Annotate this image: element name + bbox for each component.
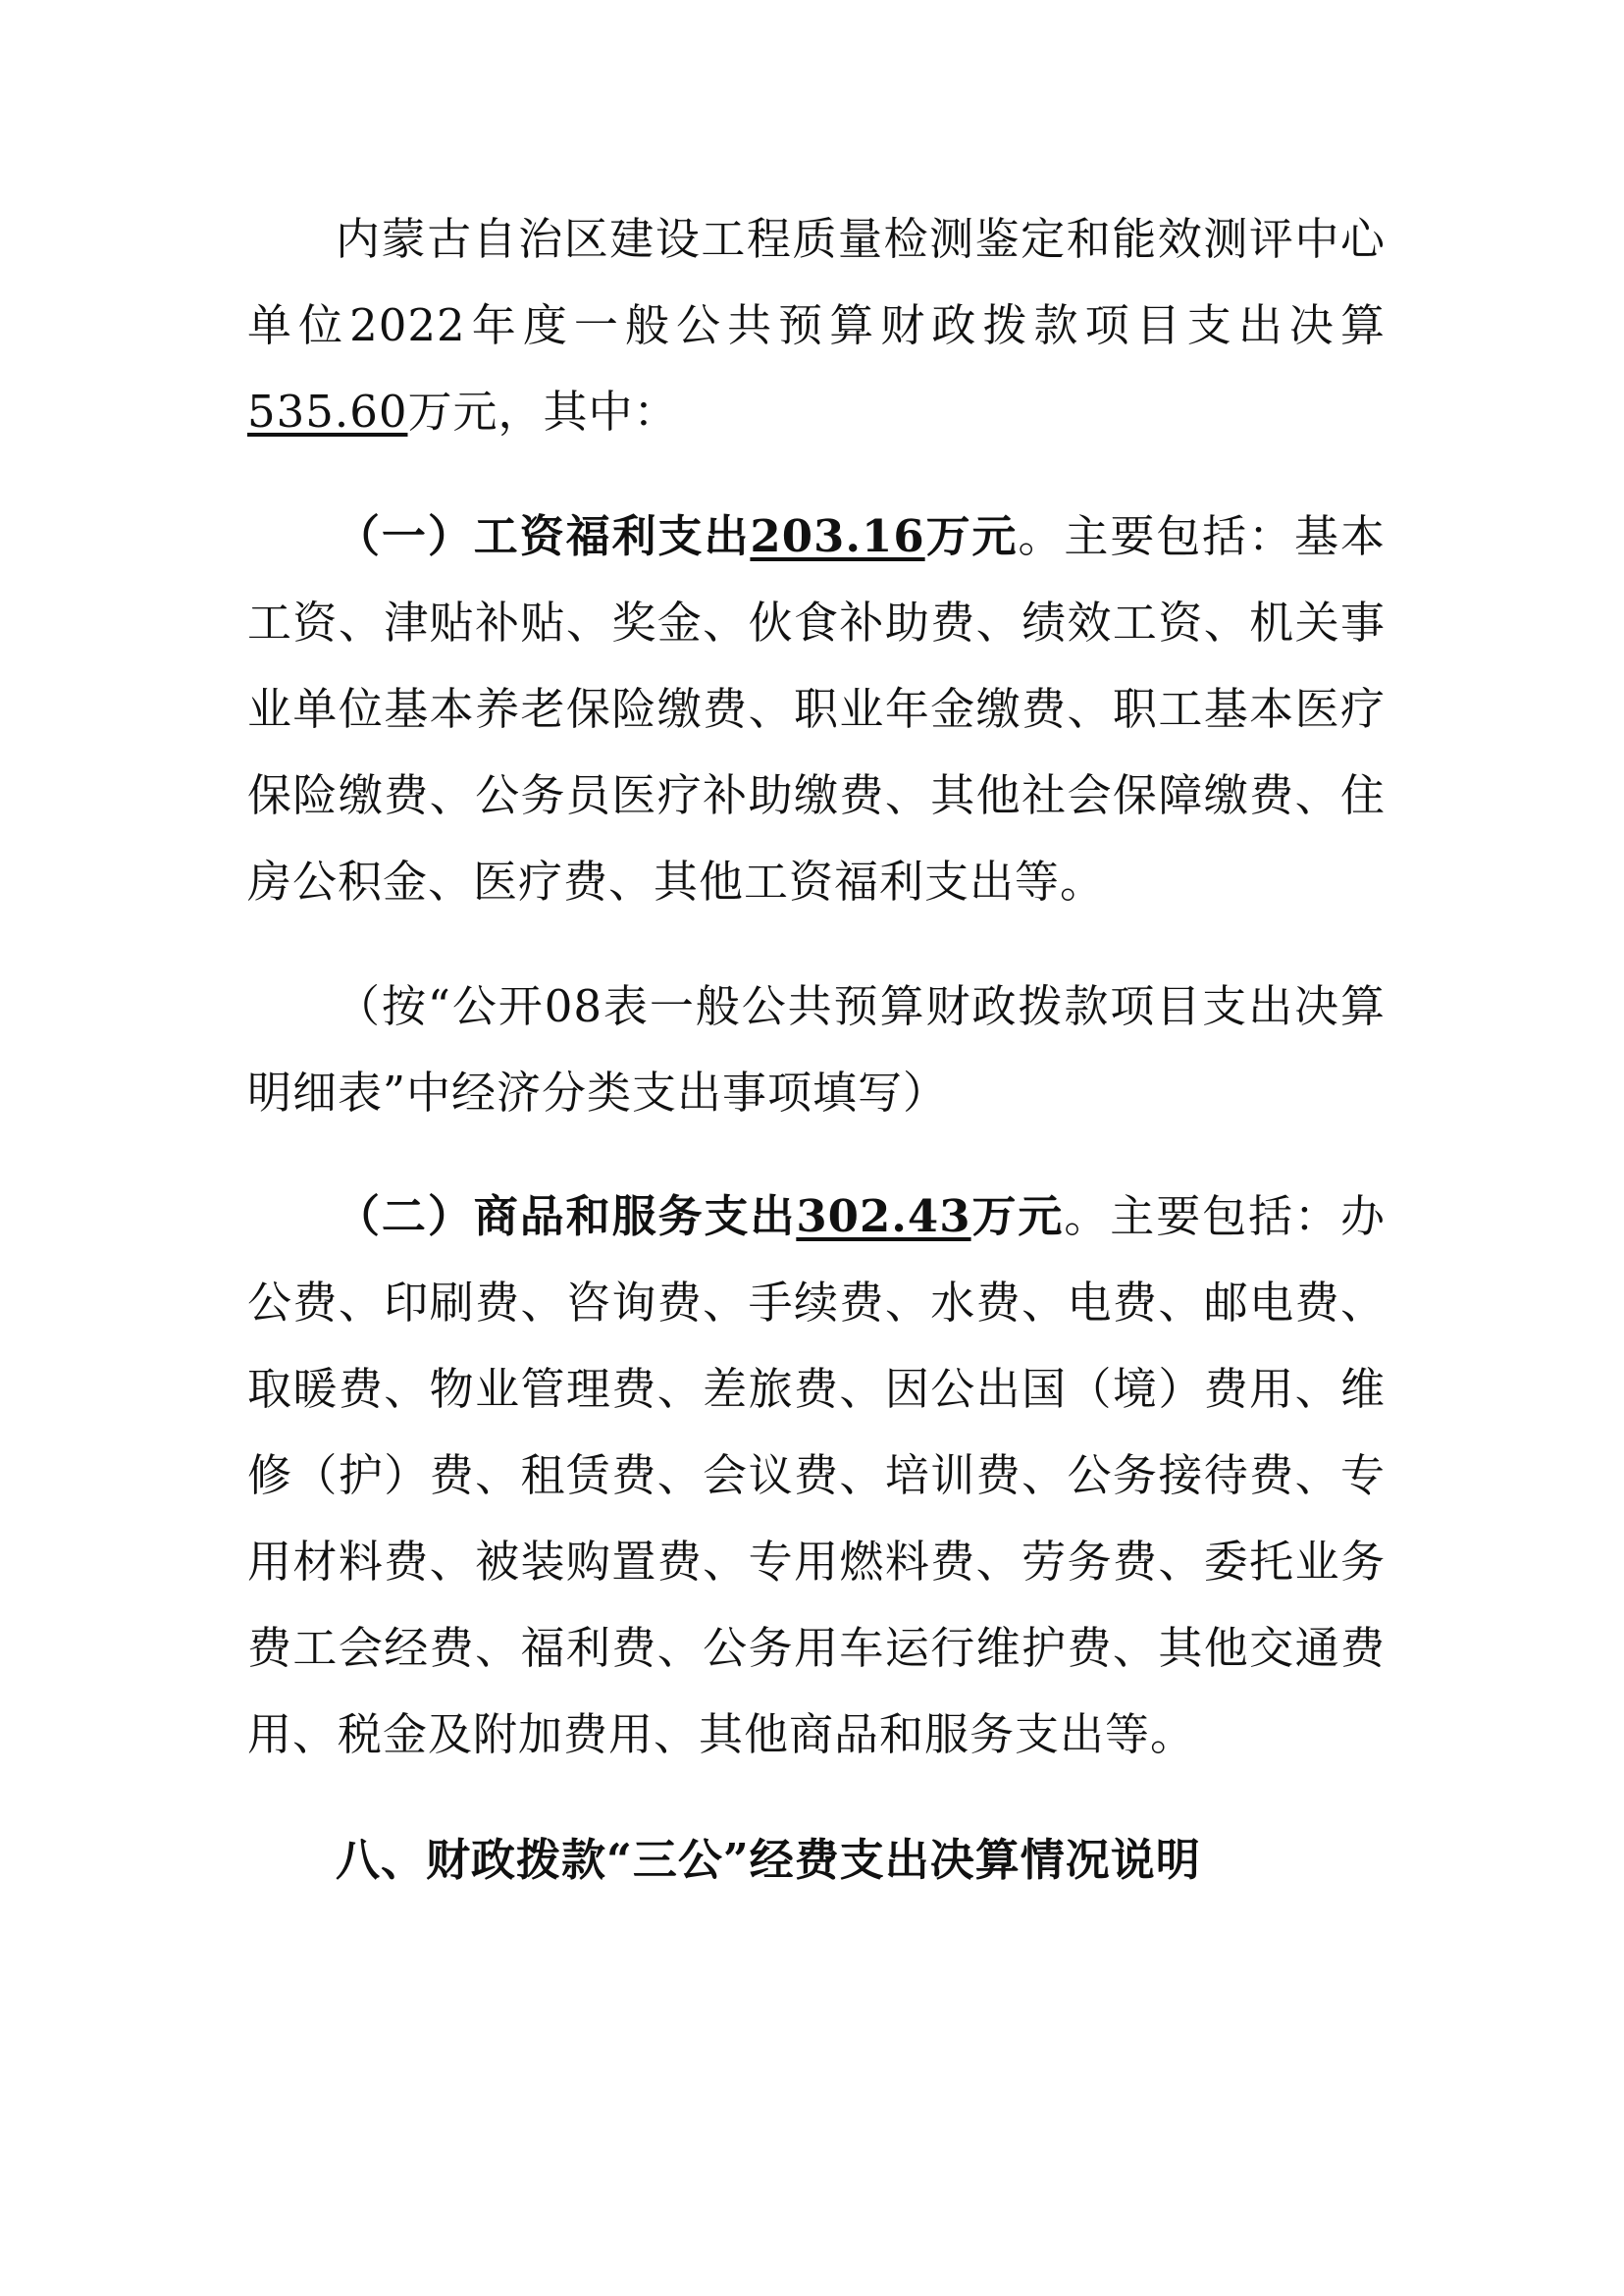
wage-welfare-text: 。主要包括：基本工资、津贴补贴、奖金、伙食补助费、绩效工资、机关事业单位基本养老保险缴费、职业年金缴费、职工基本医疗保险缴费、公务员医疗补助缴费、其他社会保障缴费、住房公积金、医疗费、其他工资福利支出等。 — [247, 510, 1386, 908]
intro-amount: 535.60 — [247, 386, 408, 438]
goods-services-paragraph — [247, 1174, 1386, 1778]
intro-paragraph — [247, 196, 1386, 455]
goods-services-text: 。主要包括：办公费、印刷费、咨询费、手续费、水费、电费、邮电费、取暖费、物业管理费、差旅费、因公出国（境）费用、维修（护）费、租赁费、会议费、培训费、公务接待费、专用材料费、被装购置费、专用燃料费、劳务费、委托业务费工会经费、福利费、公务用车运行维护费、其他交通费用、税金及附加费用、其他商品和服务支出等。 — [247, 1190, 1386, 1760]
note-paragraph — [247, 964, 1386, 1136]
goods-services-amount: 302.43 — [796, 1190, 971, 1242]
note-text: （按“公开08表一般公共预算财政拨款项目支出决算明细表”中经济分类支出事项填写） — [247, 980, 1386, 1119]
intro-text-end: 万元，其中： — [407, 386, 679, 438]
wage-welfare-amount: 203.16 — [750, 510, 925, 562]
intro-text: 内蒙古自治区建设工程质量检测鉴定和能效测评中心单位2022年度一般公共预算财政拨款项目支出决算 — [247, 213, 1386, 351]
wage-welfare-title: （一）工资福利支出 — [336, 510, 751, 562]
goods-services-unit: 万元 — [970, 1190, 1065, 1242]
wage-welfare-unit: 万元 — [924, 510, 1019, 562]
wage-welfare-paragraph — [247, 494, 1386, 925]
section-heading: 八、财政拨款“三公”经费支出决算情况说明 — [336, 1834, 1201, 1886]
goods-services-title: （二）商品和服务支出 — [336, 1190, 797, 1242]
